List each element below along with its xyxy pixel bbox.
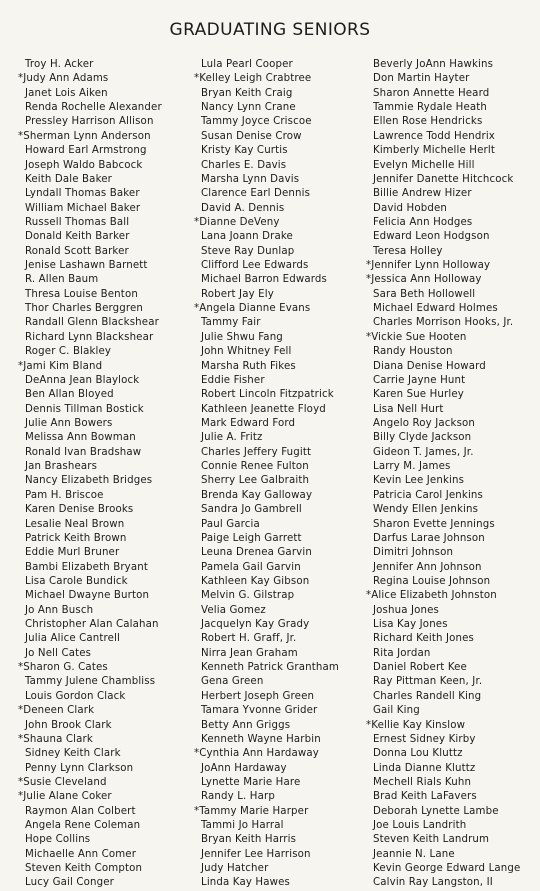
senior-name: Ernest Sidney Kirby (373, 733, 476, 745)
senior-name: Hope Collins (25, 834, 91, 846)
senior-name: Karen Sue Hurley (373, 389, 464, 401)
senior-name: Ronald Scott Barker (25, 245, 129, 257)
senior-name: Lucy Gail Conger (25, 877, 114, 889)
senior-name: *Alice Elizabeth Johnston (366, 590, 497, 602)
names-list-1 (18, 58, 188, 891)
senior-name: Lisa Kay Jones (373, 619, 448, 631)
senior-name: Charles Morrison Hooks, Jr. (373, 317, 514, 329)
senior-name: Tammy Joyce Criscoe (201, 116, 312, 128)
senior-name: Kimberly Michelle Herlt (373, 145, 495, 157)
senior-name: Jacquelyn Kay Grady (201, 619, 310, 631)
senior-name: Charles E. Davis (201, 159, 287, 171)
senior-name: Randy Houston (373, 346, 453, 358)
senior-name: Jo Nell Cates (25, 647, 92, 659)
senior-name: Marsha Lynn Davis (201, 173, 300, 185)
senior-name: Michaelle Ann Comer (25, 848, 137, 860)
senior-name: Velia Gomez (201, 604, 266, 616)
senior-name: Linda Kay Hawes (201, 877, 290, 889)
senior-name: *Vickie Sue Hooten (366, 331, 467, 343)
senior-name: Billy Clyde Jackson (373, 432, 472, 444)
senior-name: Diana Denise Howard (373, 360, 486, 372)
senior-name: Sherry Lee Galbraith (201, 475, 310, 487)
senior-name: Jeannie N. Lane (373, 848, 455, 860)
senior-name: Linda Dianne Kluttz (373, 762, 476, 774)
senior-name: Gena Green (201, 676, 264, 688)
senior-name: Keith Dale Baker (25, 173, 113, 185)
senior-name: Michael Barron Edwards (201, 274, 327, 286)
senior-name: Randall Glenn Blackshear (25, 317, 159, 329)
senior-name: Christopher Alan Calahan (25, 619, 159, 631)
senior-name: Ben Allan Bloyed (25, 389, 114, 401)
senior-name: *Tammy Marie Harper (194, 805, 309, 817)
senior-name: Bryan Keith Harris (201, 834, 297, 846)
senior-name: Charles Randell King (373, 690, 482, 702)
senior-name: Carrie Jayne Hunt (373, 374, 466, 386)
senior-name: Howard Earl Armstrong (25, 145, 147, 157)
senior-name: Regina Louise Johnson (373, 575, 491, 587)
senior-name: David Hobden (373, 202, 448, 214)
senior-name: Melvin G. Gilstrap (201, 590, 295, 602)
senior-name: Calvin Ray Langston, II (373, 877, 493, 889)
senior-name: Russell Thomas Ball (25, 216, 130, 228)
senior-name: Teresa Holley (373, 245, 443, 257)
senior-name: Steve Ray Dunlap (201, 245, 295, 257)
senior-name: Lisa Nell Hurt (373, 403, 444, 415)
senior-name: Kevin Lee Jenkins (373, 475, 465, 487)
senior-name: Robert H. Graff, Jr. (201, 633, 297, 645)
senior-name: Tammie Rydale Heath (373, 102, 488, 114)
senior-name: Susan Denise Crow (201, 130, 302, 142)
senior-name: Donald Keith Barker (25, 231, 130, 243)
senior-name: Jennifer Danette Hitchcock (373, 173, 514, 185)
senior-name: Darfus Larae Johnson (373, 532, 485, 544)
senior-name: Felicia Ann Hodges (373, 216, 473, 228)
senior-name: *Jami Kim Bland (18, 360, 103, 372)
senior-name: Patricia Carol Jenkins (373, 489, 483, 501)
senior-name: Jo Ann Busch (25, 604, 94, 616)
senior-name: *Shauna Clark (18, 733, 93, 745)
senior-name: Pam H. Briscoe (25, 489, 104, 501)
senior-name: John Whitney Fell (201, 346, 292, 358)
senior-name: Thresa Louise Benton (25, 288, 138, 300)
senior-name: Joseph Waldo Babcock (25, 159, 143, 171)
senior-name: Ellen Rose Hendricks (373, 116, 483, 128)
senior-name: Pressley Harrison Allison (25, 116, 154, 128)
senior-name: *Judy Ann Adams (18, 73, 109, 85)
senior-name: Angela Rene Coleman (25, 820, 141, 832)
senior-name: Clifford Lee Edwards (201, 260, 309, 272)
senior-name: Kathleen Jeanette Floyd (201, 403, 326, 415)
senior-name: Sharon Evette Jennings (373, 518, 495, 530)
names-column-3 (366, 58, 538, 891)
senior-name: Connie Renee Fulton (201, 461, 309, 473)
names-list-2 (194, 58, 364, 891)
senior-name: *Kellie Kay Kinslow (366, 719, 466, 731)
senior-name: *Jennifer Lynn Holloway (366, 260, 491, 272)
senior-name: *Angela Dianne Evans (194, 303, 311, 315)
senior-name: Tammy Fair (201, 317, 261, 329)
senior-name: Richard Keith Jones (373, 633, 475, 645)
senior-name: *Kelley Leigh Crabtree (194, 73, 312, 85)
senior-name: Evelyn Michelle Hill (373, 159, 475, 171)
senior-name: Eddie Murl Bruner (25, 547, 120, 559)
senior-name: Steven Keith Compton (25, 863, 143, 875)
senior-name: Bryan Keith Craig (201, 87, 293, 99)
senior-name: Brad Keith LaFavers (373, 791, 477, 803)
senior-name: Thor Charles Berggren (25, 303, 144, 315)
senior-name: *Deneen Clark (18, 705, 95, 717)
senior-name: Billie Andrew Hizer (373, 188, 472, 200)
senior-name: Jennifer Ann Johnson (373, 561, 482, 573)
senior-name: John Brook Clark (25, 719, 112, 731)
senior-name: Julie Shwu Fang (201, 331, 283, 343)
senior-name: Gideon T. James, Jr. (373, 446, 474, 458)
senior-name: *Dianne DeVeny (194, 216, 280, 228)
names-column-2 (194, 58, 364, 891)
senior-name: Nancy Elizabeth Bridges (25, 475, 153, 487)
senior-name: Robert Lincoln Fitzpatrick (201, 389, 334, 401)
senior-name: Leuna Drenea Garvin (201, 547, 312, 559)
senior-name: Beverly JoAnn Hawkins (373, 59, 494, 70)
senior-name: *Sherman Lynn Anderson (18, 130, 151, 142)
senior-name: *Sharon G. Cates (18, 662, 108, 674)
senior-name: Mark Edward Ford (201, 417, 296, 429)
senior-name: Kenneth Patrick Grantham (201, 662, 339, 674)
senior-name: Daniel Robert Kee (373, 662, 467, 674)
senior-name: Penny Lynn Clarkson (25, 762, 134, 774)
senior-name: Lynette Marie Hare (201, 776, 301, 788)
senior-name: Pamela Gail Garvin (201, 561, 301, 573)
senior-name: Donna Lou Kluttz (373, 748, 463, 760)
senior-name: Angelo Roy Jackson (373, 417, 476, 429)
senior-name: Jenise Lashawn Barnett (25, 260, 148, 272)
senior-name: Robert Jay Ely (201, 288, 274, 300)
senior-name: Tammi Jo Harral (201, 820, 284, 832)
senior-name: Tamara Yvonne Grider (201, 705, 318, 717)
senior-name: Janet Lois Aiken (25, 87, 108, 99)
senior-name: Mechell Rials Kuhn (373, 776, 472, 788)
senior-name: Jennifer Lee Harrison (201, 848, 311, 860)
senior-name: Dimitri Johnson (373, 547, 454, 559)
senior-name: Rita Jordan (373, 647, 431, 659)
senior-name: Renda Rochelle Alexander (25, 102, 162, 114)
senior-name: Paige Leigh Garrett (201, 532, 302, 544)
names-column-1 (18, 58, 188, 891)
senior-name: David A. Dennis (201, 202, 285, 214)
senior-name: Troy H. Acker (25, 59, 94, 70)
senior-name: Nirra Jean Graham (201, 647, 298, 659)
senior-name: Lesalie Neal Brown (25, 518, 125, 530)
senior-name: Joe Louis Landrith (373, 820, 467, 832)
senior-name: Deborah Lynette Lambe (373, 805, 499, 817)
senior-name: *Cynthia Ann Hardaway (194, 748, 319, 760)
senior-name: Larry M. James (373, 461, 451, 473)
senior-name: Bambi Elizabeth Bryant (25, 561, 149, 573)
senior-name: Nancy Lynn Crane (201, 102, 296, 114)
senior-name: Michael Dwayne Burton (25, 590, 150, 602)
senior-name: Lyndall Thomas Baker (25, 188, 140, 200)
senior-name: Tammy Julene Chambliss (25, 676, 156, 688)
senior-name: Julie A. Fritz (201, 432, 263, 444)
senior-name: R. Allen Baum (25, 274, 99, 286)
senior-name: Gail King (373, 705, 420, 717)
senior-name: Dennis Tillman Bostick (25, 403, 144, 415)
senior-name: Charles Jeffery Fugitt (201, 446, 312, 458)
senior-name: Betty Ann Griggs (201, 719, 291, 731)
senior-name: Joshua Jones (373, 604, 440, 616)
senior-name: JoAnn Hardaway (201, 762, 287, 774)
senior-name: Sidney Keith Clark (25, 748, 121, 760)
senior-name: Sandra Jo Gambrell (201, 504, 302, 516)
senior-name: Wendy Ellen Jenkins (373, 504, 479, 516)
senior-name: Michael Edward Holmes (373, 303, 498, 315)
senior-name: Louis Gordon Clack (25, 690, 126, 702)
senior-name: Ronald Ivan Bradshaw (25, 446, 142, 458)
senior-name: Brenda Kay Galloway (201, 489, 313, 501)
senior-name: Kathleen Kay Gibson (201, 575, 310, 587)
senior-name: Clarence Earl Dennis (201, 188, 311, 200)
senior-name: Lisa Carole Bundick (25, 575, 128, 587)
senior-name: Marsha Ruth Fikes (201, 360, 296, 372)
senior-name: Julie Ann Bowers (25, 417, 113, 429)
senior-name: Patrick Keith Brown (25, 532, 127, 544)
page-title: GRADUATING SENIORS (169, 20, 371, 40)
senior-name: Kristy Kay Curtis (201, 145, 288, 157)
senior-name: *Jessica Ann Holloway (366, 274, 482, 286)
senior-name: Eddie Fisher (201, 374, 265, 386)
senior-name: Jan Brashears (25, 461, 98, 473)
senior-name: Sharon Annette Heard (373, 87, 490, 99)
senior-name: Don Martin Hayter (373, 73, 470, 85)
senior-name: Melissa Ann Bowman (25, 432, 136, 444)
senior-name: Roger C. Blakley (25, 346, 112, 358)
senior-name: Judy Hatcher (201, 863, 269, 875)
senior-name: Edward Leon Hodgson (373, 231, 490, 243)
names-list-3 (366, 58, 538, 891)
senior-name: Randy L. Harp (201, 791, 275, 803)
senior-name: Lula Pearl Cooper (201, 59, 293, 70)
senior-name: Raymon Alan Colbert (25, 805, 136, 817)
senior-name: Karen Denise Brooks (25, 504, 134, 516)
senior-name: Herbert Joseph Green (201, 690, 315, 702)
senior-name: Richard Lynn Blackshear (25, 331, 154, 343)
senior-name: Sara Beth Hollowell (373, 288, 476, 300)
senior-name: DeAnna Jean Blaylock (25, 374, 140, 386)
senior-name: Lawrence Todd Hendrix (373, 130, 495, 142)
senior-name: Paul Garcia (201, 518, 260, 530)
senior-name: *Susie Cleveland (18, 776, 107, 788)
senior-name: Ray Pittman Keen, Jr. (373, 676, 483, 688)
senior-name: Julia Alice Cantrell (25, 633, 121, 645)
senior-name: Steven Keith Landrum (373, 834, 490, 846)
senior-name: William Michael Baker (25, 202, 141, 214)
senior-name: Kenneth Wayne Harbin (201, 733, 321, 745)
senior-name: *Julie Alane Coker (18, 791, 112, 803)
senior-name: Lana Joann Drake (201, 231, 293, 243)
senior-name: Kevin George Edward Lange (373, 863, 521, 875)
